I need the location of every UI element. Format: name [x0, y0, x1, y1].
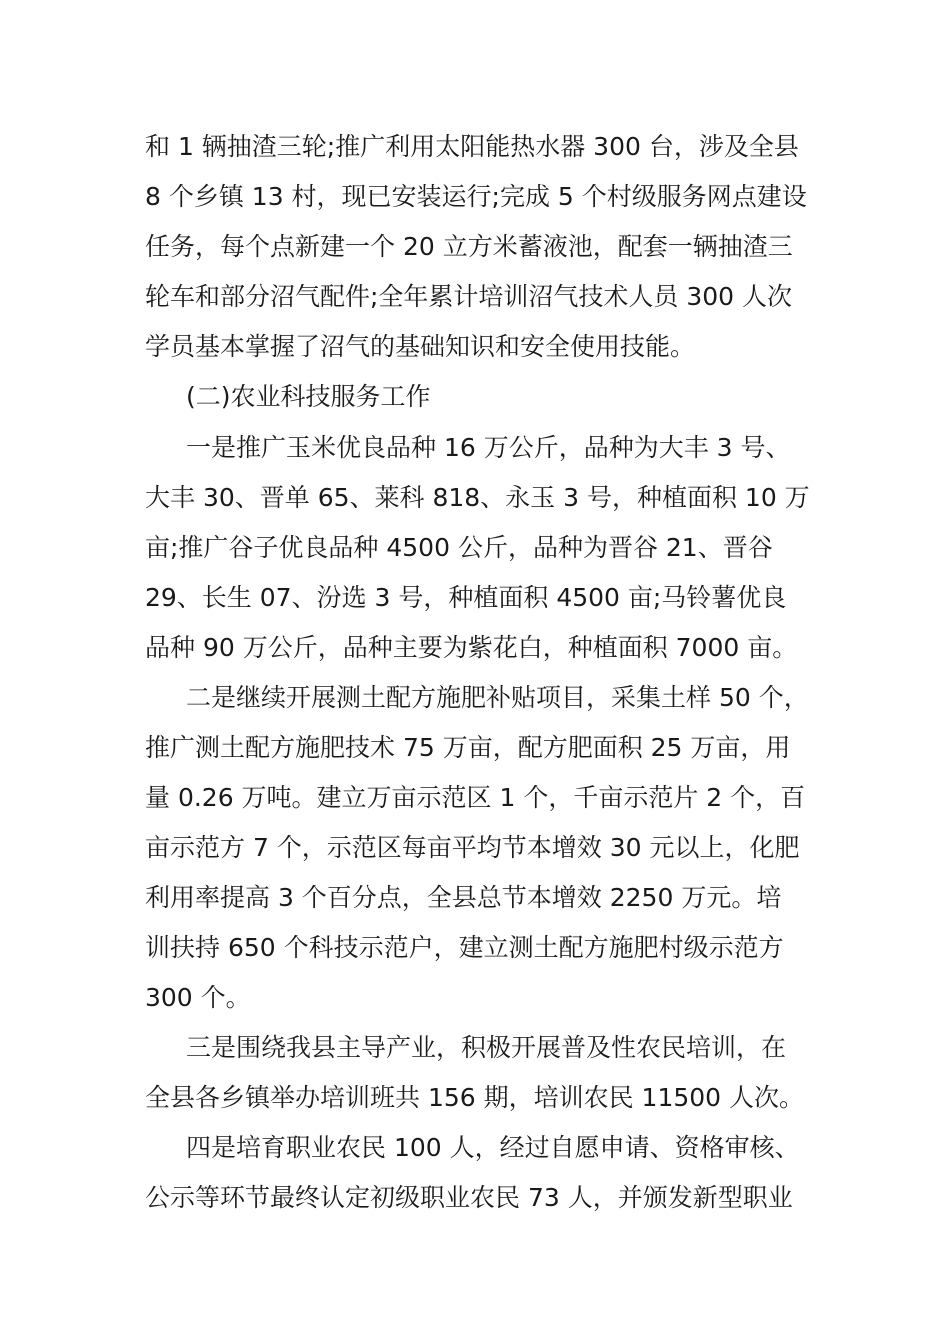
text-line: 一是推广玉米优良品种 16 万公斤，品种为大丰 3 号、	[186, 433, 791, 462]
text-line: 300 个。	[145, 983, 251, 1012]
text-line: 和 1 辆抽渣三轮;推广利用太阳能热水器 300 台，涉及全县	[145, 132, 799, 161]
text-line: 公示等环节最终认定初级职业农民 73 人，并颁发新型职业	[145, 1183, 793, 1212]
section-heading: (二)农业科技服务工作	[186, 382, 431, 411]
text-line: 三是围绕我县主导产业，积极开展普及性农民培训，在	[186, 1033, 787, 1062]
text-line: 量 0.26 万吨。建立万亩示范区 1 个，千亩示范片 2 个，百	[145, 783, 806, 812]
text-line: 29、长生 07、汾选 3 号，种植面积 4500 亩;马铃薯优良	[145, 583, 787, 612]
text-line: 推广测土配方施肥技术 75 万亩，配方肥面积 25 万亩，用	[145, 733, 791, 762]
text-line: 利用率提高 3 个百分点，全县总节本增效 2250 万元。培	[145, 883, 782, 912]
text-line: 全县各乡镇举办培训班共 156 期，培训农民 11500 人次。	[145, 1083, 805, 1112]
text-line: 8 个乡镇 13 村，现已安装运行;完成 5 个村级服务网点建设	[145, 182, 807, 211]
text-line: 任务，每个点新建一个 20 立方米蓄液池，配套一辆抽渣三	[145, 232, 793, 261]
text-line: 二是继续开展测土配方施肥补贴项目，采集土样 50 个，	[186, 683, 809, 712]
text-line: 轮车和部分沼气配件;全年累计培训沼气技术人员 300 人次	[145, 282, 793, 311]
text-line: 学员基本掌握了沼气的基础知识和安全使用技能。	[145, 332, 696, 361]
text-line: 训扶持 650 个科技示范户，建立测土配方施肥村级示范方	[145, 933, 784, 962]
text-line: 四是培育职业农民 100 人，经过自愿申请、资格审核、	[186, 1133, 800, 1162]
text-line: 品种 90 万公斤，品种主要为紫花白，种植面积 7000 亩。	[145, 633, 798, 662]
text-line: 亩示范方 7 个，示范区每亩平均节本增效 30 元以上，化肥	[145, 833, 800, 862]
text-line: 大丰 30、晋单 65、莱科 818、永玉 3 号，种植面积 10 万	[145, 483, 810, 512]
text-line: 亩;推广谷子优良品种 4500 公斤，品种为晋谷 21、晋谷	[145, 533, 773, 562]
